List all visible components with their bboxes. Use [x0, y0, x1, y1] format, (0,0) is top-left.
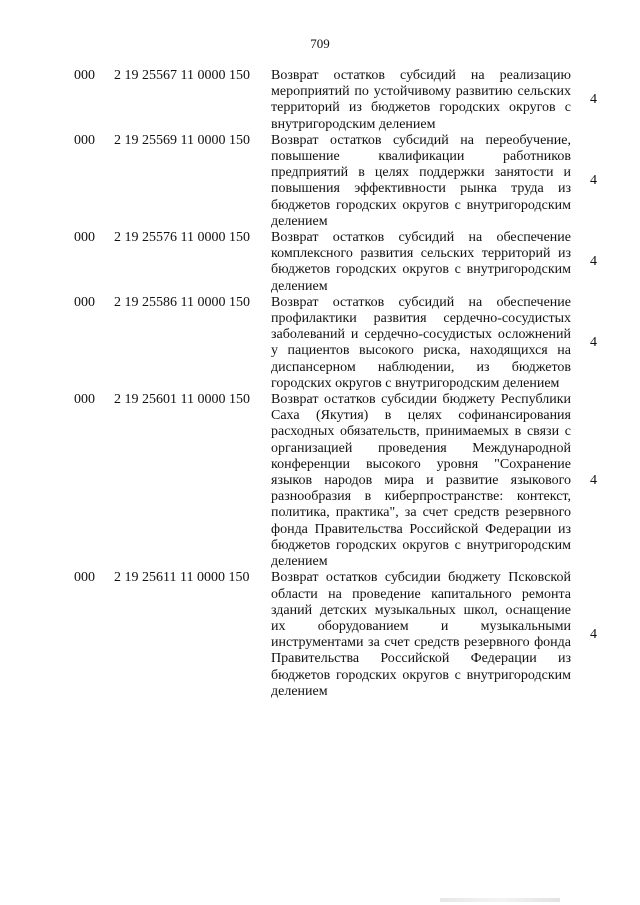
admin-code: 000: [74, 392, 95, 408]
page-number: 709: [310, 36, 330, 51]
budget-code: 2 19 25601 11 0000 150: [114, 392, 250, 408]
income-name: Возврат остатков субсидии бюджету Республики Саха (Якутия) в целях софинансирования расходных обязательств, принимаемых в связи с организацией проведения Международной конференции высокого уровня "Сохранение языков народов мира и развитие языкового разнообразия в киберпространстве: контекст, политика, практика", за счет средств резервного фонда Правительства Российской Федерации из бюджетов городских округов с внутригородским делением: [271, 392, 571, 570]
row-value: 4: [590, 335, 597, 351]
table-row: [0, 68, 640, 133]
scan-artifact: [440, 898, 560, 902]
income-name: Возврат остатков субсидий на реализацию мероприятий по устойчивому развитию сельских территорий из бюджетов городских округов с внутригородским делением: [271, 68, 571, 132]
income-name: Возврат остатков субсидий на переобучение, повышение квалификации работников предприятий в целях поддержки занятости и повышения эффективности рынка труда из бюджетов городских округов с внутригородским делением: [271, 132, 571, 229]
budget-code: 2 19 25567 11 0000 150: [114, 68, 250, 83]
budget-code: 2 19 25611 11 0000 150: [114, 570, 250, 586]
budget-code: 2 19 25569 11 0000 150: [114, 132, 250, 148]
admin-code: 000: [74, 570, 95, 586]
row-value: 4: [590, 473, 597, 489]
admin-code: 000: [74, 132, 95, 148]
budget-code: 2 19 25586 11 0000 150: [114, 294, 250, 310]
table-row: [0, 392, 640, 570]
row-value: 4: [590, 254, 597, 270]
admin-code: 000: [74, 68, 95, 83]
table-row: [0, 295, 640, 392]
row-value: 4: [590, 92, 597, 108]
table-row: [0, 230, 640, 295]
row-value: 4: [590, 627, 597, 643]
budget-code: 2 19 25576 11 0000 150: [114, 230, 250, 246]
table-row: [0, 570, 640, 700]
income-name: Возврат остатков субсидий на обеспечение комплексного развития сельских территорий из бюджетов городских округов с внутригородским делением: [271, 230, 571, 294]
table-row: [0, 133, 640, 230]
budget-codes-table: [0, 68, 640, 700]
income-name: Возврат остатков субсидий на обеспечение профилактики развития сердечно-сосудистых заболеваний и сердечно-сосудистых осложнений у пациентов высокого риска, находящихся на диспансерном наблюдении, из бюджетов городских округов с внутригородским делением: [271, 294, 571, 391]
admin-code: 000: [74, 230, 95, 246]
income-name: Возврат остатков субсидии бюджету Псковской области на проведение капитального ремонта зданий детских музыкальных школ, оснащение их оборудованием и музыкальными инструментами за счет средств резервного фонда Правительства Российской Федерации из бюджетов городских округов с внутригородским делением: [271, 570, 571, 699]
admin-code: 000: [74, 294, 95, 310]
row-value: 4: [590, 173, 597, 189]
